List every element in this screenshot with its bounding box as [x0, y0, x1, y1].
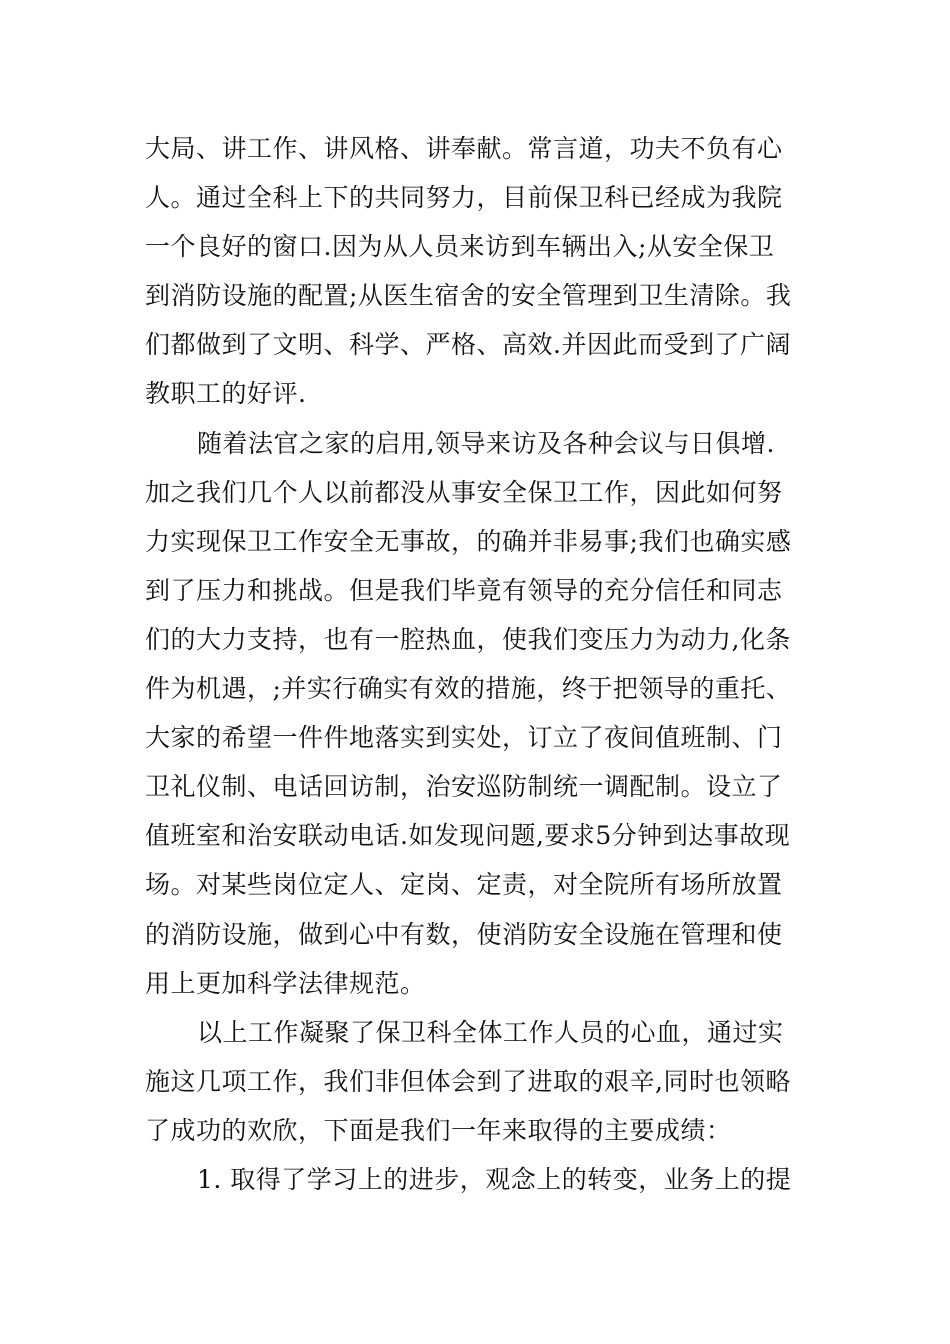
text-line: 大局、讲工作、讲风格、讲奉献。常言道，功夫不负有心 [145, 134, 783, 163]
text-line: 用上更加科学法律规范。 [145, 968, 426, 998]
text-line: 们的大力支持，也有一腔热血，使我们变压力为动力,化条 [145, 624, 791, 654]
text-line: 件为机遇，;并实行确实有效的措施，终于把领导的重托、 [145, 674, 792, 704]
text-line: 大家的希望一件件地落实到实处，订立了夜间值班制、门 [145, 723, 783, 753]
body-text [145, 124, 815, 1204]
text-line: 们都做到了文明、科学、严格、高效.并因此而受到了广阔 [145, 330, 791, 360]
text-line: 了成功的欢欣，下面是我们一年来取得的主要成绩： [145, 1115, 732, 1145]
text-line: 到消防设施的配置;从医生宿舍的安全管理到卫生清除。我 [145, 281, 792, 311]
text-line: 加之我们几个人以前都没从事安全保卫工作，因此如何努 [145, 477, 783, 507]
text-line: 的消防设施，做到心中有数，使消防安全设施在管理和使 [145, 919, 783, 949]
text-line: 1. 取得了学习上的进步，观念上的转变，业务上的提 [197, 1164, 792, 1194]
text-line: 一个良好的窗口.因为从人员来访到车辆出入;从安全保卫 [145, 232, 775, 262]
list-item-1 [145, 1155, 815, 1204]
text-line: 人。通过全科上下的共同努力，目前保卫科已经成为我院 [145, 183, 783, 213]
text-line: 值班室和治安联动电话.如发现问题,要求5分钟到达事故现 [145, 821, 791, 851]
text-line: 到了压力和挑战。但是我们毕竟有领导的充分信任和同志 [145, 575, 783, 605]
text-line: 卫礼仪制、电话回访制，治安巡防制统一调配制。设立了 [145, 772, 783, 802]
text-line: 场。对某些岗位定人、定岗、定责，对全院所有场所放置 [145, 870, 783, 900]
text-line: 力实现保卫工作安全无事故，的确并非易事;我们也确实感 [145, 526, 792, 556]
text-line: 以上工作凝聚了保卫科全体工作人员的心血，通过实 [197, 1017, 784, 1047]
paragraph-1 [145, 124, 815, 419]
text-line: 施这几项工作，我们非但体会到了进取的艰辛,同时也领略 [145, 1066, 791, 1096]
text-line: 随着法官之家的启用,领导来访及各种会议与日俱增. [197, 428, 775, 458]
paragraph-2 [145, 419, 815, 1008]
text-line: 教职工的好评. [145, 379, 307, 409]
paragraph-3 [145, 1008, 815, 1155]
